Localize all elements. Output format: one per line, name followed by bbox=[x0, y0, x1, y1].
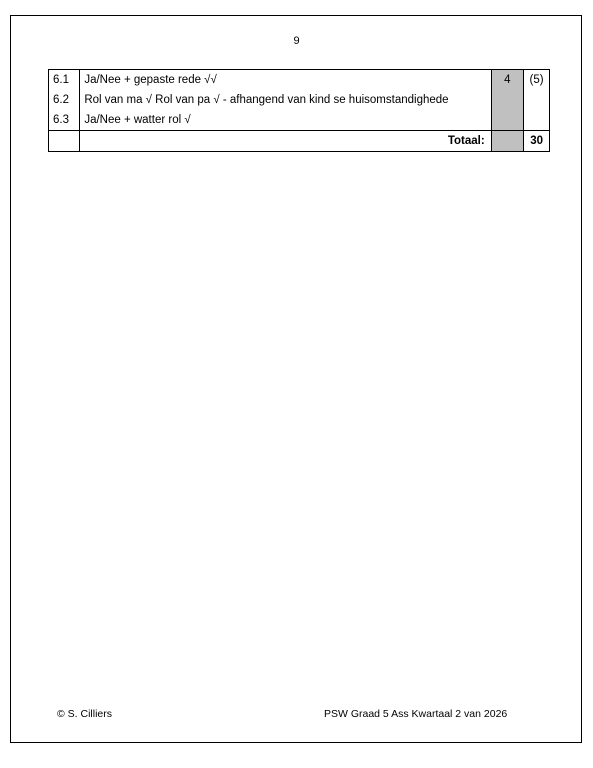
total-value: 30 bbox=[524, 131, 550, 152]
question-number: 6.3 bbox=[53, 114, 69, 126]
answer-text: Ja/Nee + gepaste rede √√ bbox=[84, 74, 217, 86]
footer-document-title: PSW Graad 5 Ass Kwartaal 2 van 2026 bbox=[324, 708, 508, 720]
memo-table bbox=[48, 69, 550, 152]
mark-awarded: 4 bbox=[504, 74, 511, 86]
total-row bbox=[49, 131, 550, 152]
table-row bbox=[49, 70, 550, 131]
page-number: 9 bbox=[293, 35, 300, 47]
question-number: 6.1 bbox=[53, 74, 69, 86]
mark-awarded-cell bbox=[491, 70, 523, 131]
answer-text: Ja/Nee + watter rol √ bbox=[84, 114, 191, 126]
question-numbers-cell bbox=[49, 70, 80, 131]
empty-cell bbox=[49, 131, 80, 152]
total-label: Totaal: bbox=[80, 131, 491, 152]
mark-max-cell bbox=[524, 70, 550, 131]
footer-copyright: © S. Cilliers bbox=[57, 708, 112, 720]
shaded-cell bbox=[491, 131, 523, 152]
answers-cell bbox=[80, 70, 491, 131]
question-number: 6.2 bbox=[53, 94, 69, 106]
mark-max: (5) bbox=[529, 74, 544, 86]
answer-text: Rol van ma √ Rol van pa √ - afhangend van kind se huisomstandighede bbox=[84, 94, 449, 106]
